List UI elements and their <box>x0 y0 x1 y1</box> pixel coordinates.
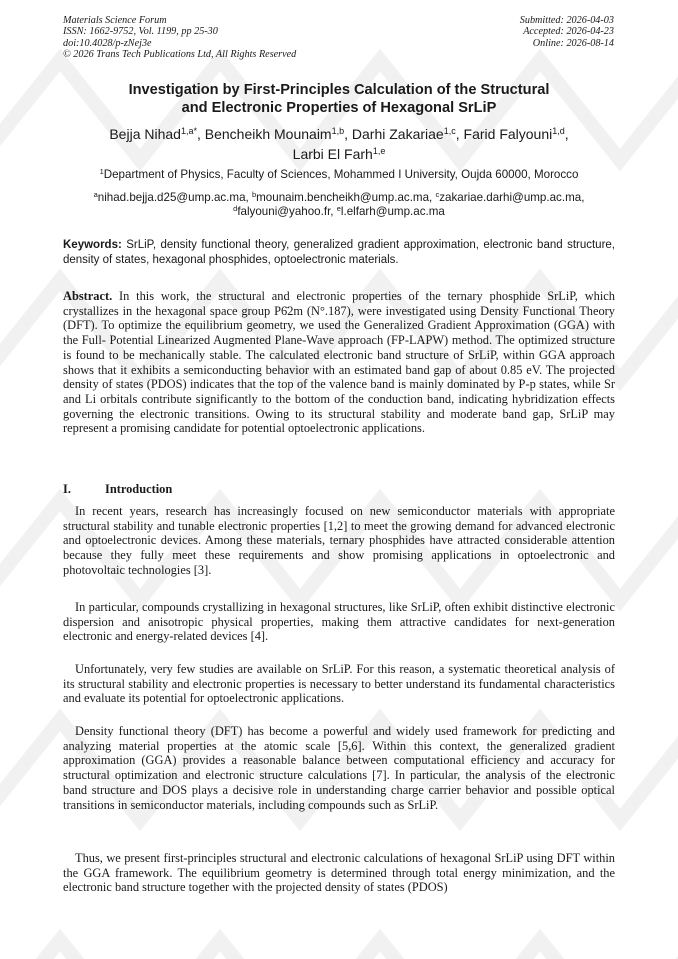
email-address[interactable]: l.elfarh@ump.ac.ma <box>340 205 445 218</box>
author-affiliation-marker: 1,e <box>372 145 386 156</box>
email-marker: d <box>233 204 238 213</box>
author-name: Farid Falyouni <box>463 126 553 142</box>
section-title: Introduction <box>105 482 173 496</box>
body-paragraph: Thus, we present first-principles structural and electronic calculations of hexagonal SrLiP using DFT within the GGA framework. The equilibrium geometry is determined through total energy minimization, and the electronic band structure together with the projected density of states (PDOS) <box>63 851 615 895</box>
email-separator: , <box>245 191 252 204</box>
journal-info <box>63 15 296 61</box>
email-marker: a <box>93 190 98 199</box>
submitted-date: Submitted: 2026-04-03 <box>519 15 614 26</box>
author-affiliation-marker: 1,a* <box>180 126 197 136</box>
body-paragraph: In recent years, research has increasingly focused on new semiconductor materials with appropriate structural stability and tunable electronic properties [1,2] to meet the growing demand for advanced electronic and optoelectronic devices. Among these materials, ternary phosphides have attracted considerable attention because they fully meet these requirements and show promising applications in optoelectronic and photovoltaic technologies [3]. <box>63 504 615 577</box>
author-name: Bencheikh Mounaim <box>204 126 332 142</box>
email-separator: , <box>429 191 436 204</box>
online-date: Online: 2026-08-14 <box>532 37 614 49</box>
accepted-date: Accepted: 2026-04-23 <box>523 26 614 38</box>
abstract <box>63 289 615 436</box>
email-address[interactable]: mounaim.bencheikh@ump.ac.ma <box>256 191 430 204</box>
author-separator: , <box>564 126 569 142</box>
abstract-label: Abstract. <box>63 289 113 303</box>
email-address[interactable]: zakariae.darhi@ump.ac.ma <box>439 191 582 204</box>
section-number: I. <box>63 482 71 496</box>
copyright: © 2026 Trans Tech Publications Ltd, All Rights Reserved <box>63 49 297 61</box>
author-name: Larbi El Farh <box>292 145 373 162</box>
author-separator: , <box>455 126 464 142</box>
keywords-label: Keywords: <box>63 239 122 251</box>
body-paragraph: Density functional theory (DFT) has become a powerful and widely used framework for predicting and analyzing material properties at the atomic scale [5,6]. Within this context, the generalized gradient approximation (GGA) provides a reasonable balance between computational efficiency and accuracy for structural optimization and electronic structure calculations [7]. In particular, the analysis of the electronic band structure and DOS plays a decisive role in understanding charge carrier behavior and possible optical transitions in semiconductor materials, including compounds such as SrLiP. <box>63 724 615 812</box>
author-affiliation-marker: 1,b <box>331 126 345 136</box>
email-marker: e <box>336 204 341 213</box>
author-affiliation-marker: 1,c <box>443 126 456 136</box>
section-heading <box>63 482 172 497</box>
affiliation-marker: 1 <box>99 167 104 176</box>
email-separator: , <box>581 191 585 204</box>
body-paragraph: Unfortunately, very few studies are available on SrLiP. For this reason, a systematic theoretical analysis of its structural stability and electronic properties is necessary to better understand its fundamental characteristics and evaluate its potential for optoelectronic applications. <box>63 662 615 706</box>
author-emails <box>63 191 615 219</box>
journal-issn: ISSN: 1662-9752, Vol. 1199, pp 25-30 <box>63 26 218 38</box>
affiliation <box>63 168 615 182</box>
body-paragraph: In particular, compounds crystallizing in hexagonal structures, like SrLiP, often exhibit distinctive electronic dispersion and anisotropic physical properties, making them attractive candidates for next-generation electronic and energy-related devices [4]. <box>63 600 615 644</box>
paper-title <box>63 81 615 117</box>
submission-dates <box>520 15 614 49</box>
author-name: Darhi Zakariae <box>351 126 444 142</box>
title-line-2: and Electronic Properties of Hexagonal SrLiP <box>181 100 497 116</box>
doi: doi:10.4028/p-zNej3e <box>63 37 152 49</box>
email-address[interactable]: nihad.bejja.d25@ump.ac.ma <box>97 191 246 204</box>
journal-name: Materials Science Forum <box>63 15 167 26</box>
affiliation-text: Department of Physics, Faculty of Sciences, Mohammed I University, Oujda 60000, Morocco <box>103 168 579 181</box>
title-line-1: Investigation by First-Principles Calculation of the Structural <box>128 82 550 98</box>
email-marker: b <box>251 190 257 199</box>
author-list <box>63 125 615 164</box>
abstract-text: In this work, the structural and electronic properties of the ternary phosphide SrLiP, which crystallizes in the hexagonal space group P6̄2m (N°.187), were investigated using Density Functional Theory (DFT). To optimize the equilibrium geometry, we used the Generalized Gradient Approximation (GGA) with the Full- Potential Linearized Augmented Plane-Wave approach (FP-LAPW) method. The optimized structure is found to be mechanically stable. The calculated electronic band structure of SrLiP, within GGA approach shows that it exhibits a semiconducting behavior with an estimated band gap of about 0.85 eV. The projected density of states (PDOS) indicates that the top of the valence band is mainly dominated by P-p states, while Sr and Li orbitals contribute significantly to the bottom of the conduction band, indicating hybridization effects governing the electronic transitions. Owing to its structural stability and moderate band gap, SrLiP may represent a promising candidate for potential optoelectronic applications. <box>63 289 615 436</box>
author-separator: , <box>196 126 205 142</box>
email-address[interactable]: falyouni@yahoo.fr <box>237 205 331 218</box>
keywords-text: SrLiP, density functional theory, generalized gradient approximation, electronic band structure, density of states, hexagonal phosphides, optoelectronic materials. <box>63 239 615 266</box>
author-separator: , <box>344 126 352 142</box>
author-affiliation-marker: 1,d <box>552 126 565 136</box>
email-marker: c <box>435 190 440 199</box>
keywords <box>63 238 615 267</box>
author-name: Bejja Nihad <box>109 126 181 142</box>
email-separator: , <box>330 205 337 218</box>
